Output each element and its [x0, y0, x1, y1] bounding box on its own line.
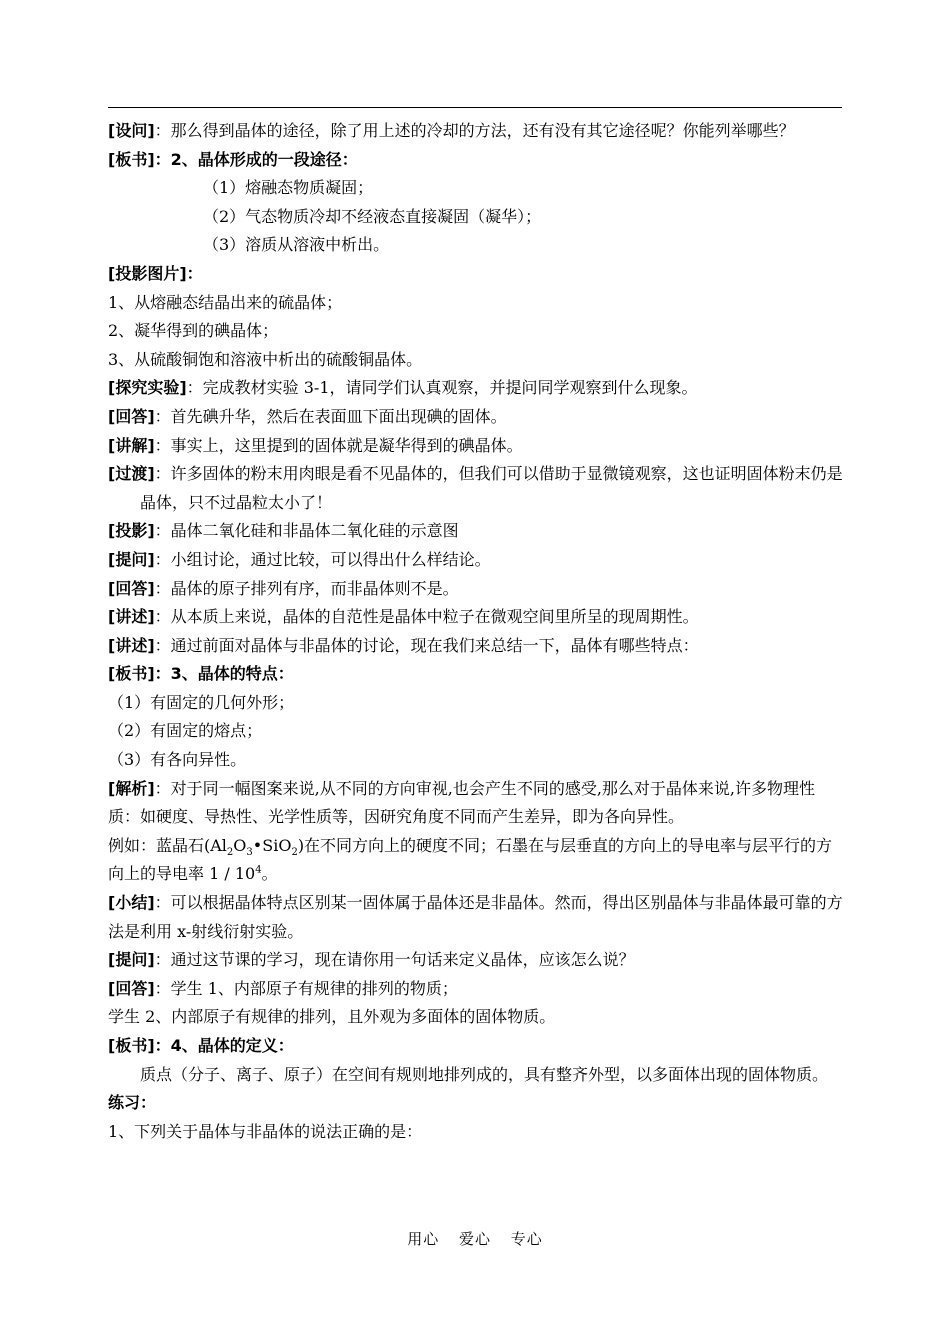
section-tag: [板书]	[108, 149, 155, 169]
board-heading: ：2、晶体形成的一段途径：	[154, 149, 358, 169]
paragraph-text: O	[233, 835, 247, 855]
paragraph	[108, 946, 844, 975]
paragraph-text: ：小组讨论，通过比较，可以得出什么样结论。	[154, 549, 491, 569]
paragraph	[108, 432, 844, 461]
section-tag: [回答]	[108, 406, 155, 426]
paragraph-text: ：许多固体的粉末用肉眼是看不见晶体的，但我们可以借助于显微镜观察，这也证明固体粉末仍是晶体，只不过晶粒太小了！	[140, 464, 843, 512]
exercise-heading: 练习：	[108, 1093, 157, 1113]
paragraph	[108, 146, 844, 175]
paragraph	[108, 546, 844, 575]
paragraph	[108, 117, 844, 146]
paragraph-text: ：事实上，这里提到的固体就是凝华得到的碘晶体。	[154, 435, 523, 455]
subscript: 2	[291, 847, 298, 859]
list-item: （3）溶质从溶液中析出。	[203, 235, 390, 255]
paragraph-text: ：完成教材实验 3-1，请同学们认真观察，并提问同学观察到什么现象。	[186, 378, 698, 398]
paragraph-text: ：通过前面对晶体与非晶体的讨论，现在我们来总结一下，晶体有哪些特点：	[154, 635, 699, 655]
paragraph	[108, 460, 844, 517]
board-heading: ：4、晶体的定义：	[154, 1036, 294, 1055]
list-item: 3、从硫酸铜饱和溶液中析出的硫酸铜晶体。	[108, 349, 423, 369]
list-item: 1、从熔融态结晶出来的硫晶体；	[108, 292, 343, 312]
paragraph	[108, 660, 844, 689]
paragraph	[108, 1032, 844, 1061]
paragraph-text: 例如：蓝晶石(Al	[108, 835, 227, 855]
footer-word: 用心	[407, 1230, 440, 1248]
section-tag: [投影]	[108, 521, 155, 541]
footer-word: 专心	[510, 1230, 543, 1248]
section-tag: [回答]	[108, 578, 155, 598]
section-tag: [讲述]	[108, 607, 155, 627]
paragraph-text: ：晶体的原子排列有序，而非晶体则不是。	[154, 578, 459, 598]
paragraph-text: ：那么得到晶体的途径，除了用上述的冷却的方法，还有没有其它途径呢？你能列举哪些？	[154, 121, 795, 140]
paragraph	[108, 374, 844, 403]
list-item: （1）有固定的几何外形；	[108, 692, 295, 712]
section-tag: [投影图片]	[108, 263, 187, 283]
list-item: （1）熔融态物质凝固；	[203, 178, 374, 198]
paragraph	[108, 632, 844, 661]
section-tag: [回答]	[108, 978, 155, 998]
paragraph-text: 。	[261, 864, 278, 884]
paragraph: 学生 2、内部原子有规律的排列，且外观为多面体的固体物质。	[108, 1007, 556, 1027]
paragraph-text: ：首先碘升华，然后在表面皿下面出现碘的固体。	[154, 406, 507, 426]
footer-word: 爱心	[458, 1230, 491, 1248]
section-tag: [探究实验]	[108, 378, 187, 398]
subscript: 3	[246, 847, 253, 859]
paragraph-text: )在不同方向上的硬度不同；石墨在与层垂直的方向上的导电率与层平行的方向上的导电率 1 / 10	[108, 835, 833, 884]
paragraph	[108, 889, 844, 946]
list-item: （2）有固定的熔点；	[108, 721, 263, 741]
section-tag: [过渡]	[108, 464, 155, 484]
page-footer	[0, 1228, 950, 1249]
list-item: （3）有各向异性。	[108, 750, 247, 770]
list-item: （2）气态物质冷却不经液态直接凝固（凝华）；	[203, 206, 542, 226]
section-tag: [提问]	[108, 549, 155, 569]
section-tag: [解析]	[108, 778, 155, 798]
paragraph-text: ：从本质上来说，晶体的自范性是晶体中粒子在微观空间里所呈的现周期性。	[154, 607, 699, 627]
section-tag: [讲解]	[108, 435, 155, 455]
paragraph	[108, 775, 844, 832]
definition-paragraph: 质点（分子、离子、原子）在空间有规则地排列成的，具有整齐外型，以多面体出现的固体物质。	[140, 1064, 829, 1084]
paragraph-text: ：晶体二氧化硅和非晶体二氧化硅的示意图	[154, 521, 459, 541]
paragraph-text: ：学生 1、内部原子有规律的排列的物质；	[154, 978, 458, 998]
paragraph-text: •SiO	[252, 835, 292, 855]
section-tag: [小结]	[108, 893, 155, 913]
exercise-question: 1、下列关于晶体与非晶体的说法正确的是：	[108, 1121, 423, 1141]
paragraph	[108, 260, 844, 289]
section-tag: [提问]	[108, 950, 155, 970]
section-tag: [板书]	[108, 664, 155, 684]
paragraph	[108, 575, 844, 604]
document-body	[108, 117, 844, 1146]
paragraph-text: ：可以根据晶体特点区别某一固体属于晶体还是非晶体。然而，得出区别晶体与非晶体最可靠的方法是利用 x-射线衍射实验。	[108, 893, 843, 941]
paragraph	[108, 517, 844, 546]
paragraph-text: ：通过这节课的学习，现在请你用一句话来定义晶体，应该怎么说？	[154, 950, 635, 970]
paragraph	[108, 832, 844, 889]
header-rule	[108, 107, 842, 108]
section-tag: [板书]	[108, 1036, 155, 1055]
paragraph-text: ：	[186, 263, 203, 283]
paragraph	[108, 975, 844, 1004]
paragraph-text: ：对于同一幅图案来说,从不同的方向审视,也会产生不同的感受,那么对于晶体来说,许多物理性质：如硬度、导热性、光学性质等，因研究角度不同而产生差异，即为各向异性。	[108, 778, 815, 827]
list-item: 2、凝华得到的碘晶体；	[108, 321, 279, 341]
paragraph	[108, 403, 844, 432]
subscript: 2	[226, 847, 234, 859]
section-tag: [设问]	[108, 121, 155, 140]
superscript: 4	[255, 865, 262, 877]
section-tag: [讲述]	[108, 635, 155, 655]
board-heading: ：3、晶体的特点：	[154, 664, 294, 684]
paragraph	[108, 603, 844, 632]
